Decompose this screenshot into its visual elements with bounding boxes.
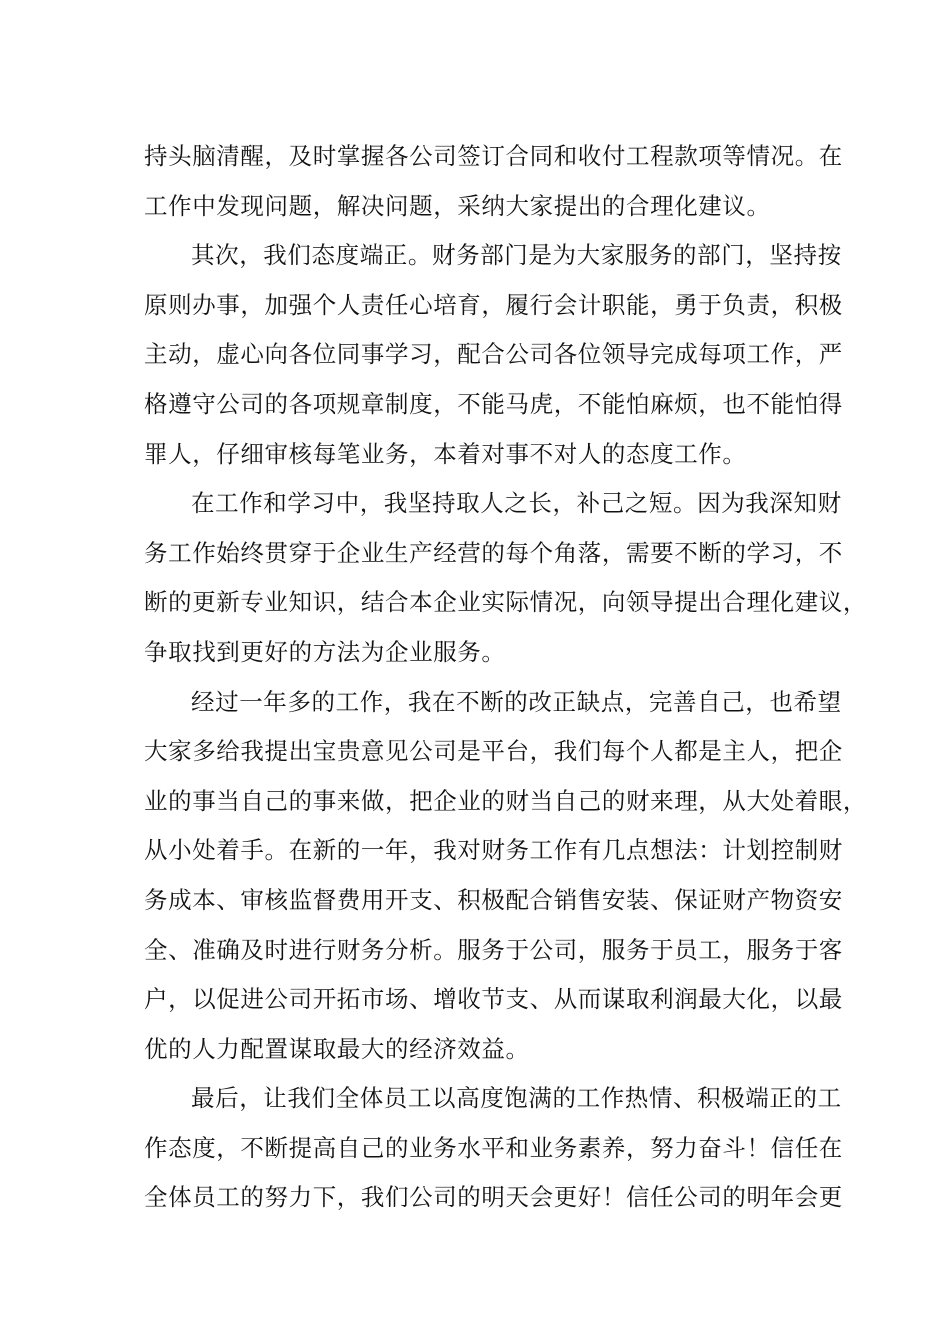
paragraph-4 bbox=[144, 678, 867, 1075]
paragraph-2 bbox=[144, 231, 844, 479]
text-line: 务工作始终贯穿于企业生产经营的每个角落，需要不断的学习，不 bbox=[144, 538, 843, 567]
paragraph-5 bbox=[144, 1074, 844, 1223]
text-line: 断的更新专业知识，结合本企业实际情况，向领导提出合理化建议， bbox=[144, 588, 867, 617]
paragraph-3 bbox=[144, 479, 867, 677]
text-line: 全、准确及时进行财务分析。服务于公司，服务于员工，服务于客 bbox=[144, 935, 843, 964]
paragraph-1 bbox=[144, 132, 844, 231]
text-line: 优的人力配置谋取最大的经济效益。 bbox=[144, 1034, 530, 1063]
text-line: 户，以促进公司开拓市场、增收节支、从而谋取利润最大化，以最 bbox=[144, 985, 843, 1014]
text-line: 格遵守公司的各项规章制度，不能马虎，不能怕麻烦，也不能怕得 bbox=[144, 389, 843, 418]
document-body bbox=[144, 132, 867, 1223]
text-line: 从小处着手。在新的一年，我对财务工作有几点想法：计划控制财 bbox=[144, 836, 843, 865]
text-line: 作态度，不断提高自己的业务水平和业务素养，努力奋斗！信任在 bbox=[144, 1133, 843, 1162]
text-line: 务成本、审核监督费用开支、积极配合销售安装、保证财产物资安 bbox=[144, 885, 843, 914]
text-line: 争取找到更好的方法为企业服务。 bbox=[144, 637, 506, 666]
text-line: 持头脑清醒，及时掌握各公司签订合同和收付工程款项等情况。在 bbox=[144, 142, 843, 170]
text-line: 经过一年多的工作，我在不断的改正缺点，完善自己，也希望 bbox=[191, 687, 842, 716]
text-line: 原则办事，加强个人责任心培育，履行会计职能，勇于负责，积极 bbox=[144, 290, 843, 319]
text-line: 最后，让我们全体员工以高度饱满的工作热情、积极端正的工 bbox=[191, 1084, 842, 1113]
text-line: 主动，虚心向各位同事学习，配合公司各位领导完成每项工作，严 bbox=[144, 340, 843, 369]
text-line: 罪人，仔细审核每笔业务，本着对事不对人的态度工作。 bbox=[144, 439, 747, 468]
text-line: 业的事当自己的事来做，把企业的财当自己的财来理，从大处着眼， bbox=[144, 786, 867, 815]
text-line: 大家多给我提出宝贵意见公司是平台，我们每个人都是主人，把企 bbox=[144, 737, 843, 766]
text-line: 全体员工的努力下，我们公司的明天会更好！信任公司的明年会更 bbox=[144, 1183, 843, 1212]
text-line: 在工作和学习中，我坚持取人之长，补己之短。因为我深知财 bbox=[191, 489, 842, 518]
text-line: 其次，我们态度端正。财务部门是为大家服务的部门，坚持按 bbox=[191, 241, 842, 270]
text-line: 工作中发现问题，解决问题，采纳大家提出的合理化建议。 bbox=[144, 191, 771, 220]
